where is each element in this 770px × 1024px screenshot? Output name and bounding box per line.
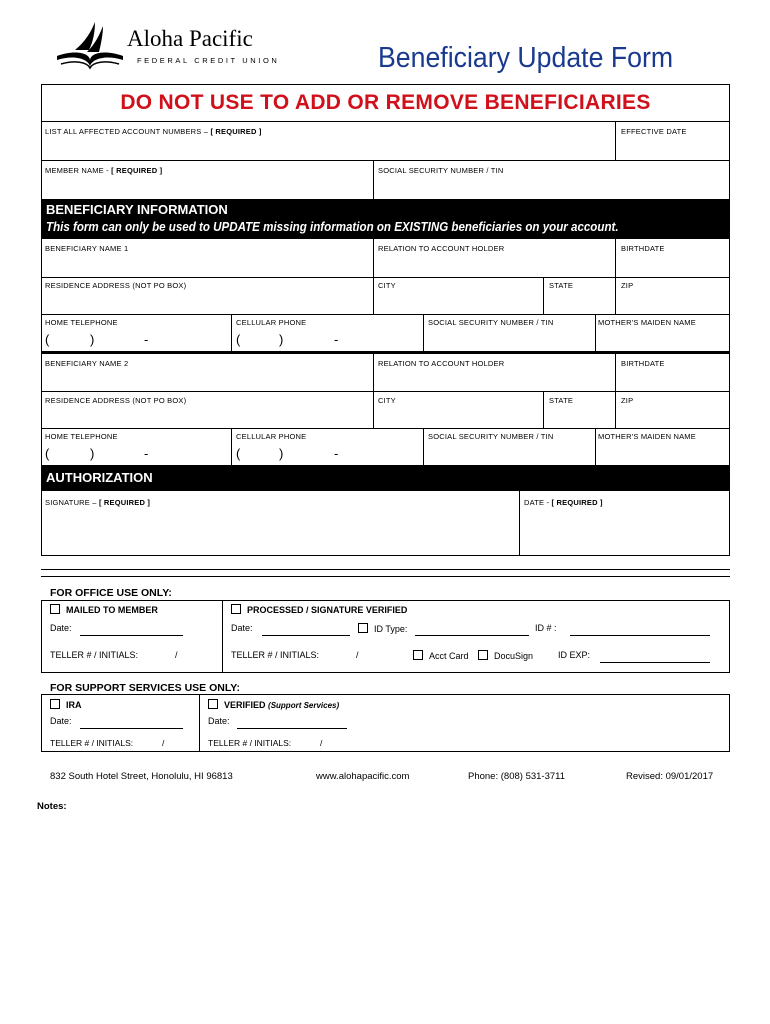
phone-open-paren: ( [236, 332, 241, 347]
home-telephone-field[interactable] [42, 429, 231, 464]
logo-tagline: FEDERAL CREDIT UNION [137, 56, 280, 65]
footer-website[interactable]: www.alohapacific.com [316, 771, 410, 782]
relation-label: RELATION TO ACCOUNT HOLDER [378, 244, 505, 253]
phone-open-paren: ( [236, 446, 241, 461]
teller-initials-label: TELLER # / INITIALS: [50, 738, 134, 748]
beneficiary-name-1-label: BENEFICIARY NAME 1 [45, 244, 129, 253]
office-use-title: FOR OFFICE USE ONLY: [50, 587, 172, 599]
teller-initials-label: TELLER # / INITIALS: [50, 650, 139, 660]
phone-open-paren: ( [45, 332, 50, 347]
teller-slash: / [162, 738, 165, 748]
signature-field[interactable] [42, 492, 519, 555]
cellular-phone-field[interactable] [232, 315, 423, 351]
logo-name: Aloha Pacific [127, 26, 253, 51]
phone-close-paren: ) [90, 446, 95, 461]
checkbox-icon [50, 604, 60, 614]
address-field[interactable] [42, 392, 373, 428]
state-label: STATE [549, 396, 574, 405]
signature-label: SIGNATURE – [ REQUIRED ] [45, 498, 151, 507]
id-number-label: ID # : [535, 623, 557, 633]
beneficiary-name-2-label: BENEFICIARY NAME 2 [45, 359, 129, 368]
ssn-field[interactable] [424, 429, 595, 464]
teller-slash: / [356, 650, 359, 660]
divider [41, 569, 730, 570]
beneficiary-section-title: BENEFICIARY INFORMATION [46, 202, 228, 217]
state-label: STATE [549, 281, 574, 290]
divider [222, 600, 223, 673]
authorization-title: AUTHORIZATION [46, 470, 153, 485]
phone-dash: - [144, 332, 149, 347]
zip-label: ZIP [621, 281, 634, 290]
phone-dash: - [144, 446, 149, 461]
ira-checkbox[interactable]: IRA [50, 699, 82, 710]
support-use-title: FOR SUPPORT SERVICES USE ONLY: [50, 682, 241, 694]
zip-field[interactable] [616, 278, 729, 314]
rising-bird-over-book-logo-icon [55, 20, 125, 72]
relation-field[interactable] [374, 240, 615, 277]
footer-phone: Phone: (808) 531-3711 [468, 771, 566, 782]
phone-dash: - [334, 446, 339, 461]
mailed-date-label: Date: [50, 623, 72, 633]
member-name-label: MEMBER NAME - [ REQUIRED ] [45, 166, 163, 175]
support-use-box [41, 694, 730, 752]
teller-slash: / [320, 738, 323, 748]
teller-initials-label: TELLER # / INITIALS: [231, 650, 320, 660]
address-label: RESIDENCE ADDRESS (NOT PO BOX) [45, 396, 187, 405]
footer-address: 832 South Hotel Street, Honolulu, HI 96813 [50, 771, 233, 782]
ira-date-line[interactable] [80, 728, 183, 729]
docusign-checkbox[interactable]: DocuSign [478, 650, 533, 661]
maiden-name-label: MOTHER'S MAIDEN NAME [598, 432, 696, 441]
teller-slash: / [175, 650, 178, 660]
beneficiary-name-2-field[interactable] [42, 355, 373, 391]
state-field[interactable] [544, 278, 615, 314]
city-field[interactable] [374, 392, 543, 428]
form-title: Beneficiary Update Form [378, 42, 674, 74]
divider [199, 694, 200, 752]
phone-close-paren: ) [90, 332, 95, 347]
id-exp-label: ID EXP: [558, 650, 591, 660]
beneficiary-separator [41, 351, 730, 354]
notes-field[interactable] [37, 815, 730, 1005]
city-field[interactable] [374, 278, 543, 314]
ssn-label: SOCIAL SECURITY NUMBER / TIN [378, 166, 504, 175]
birthdate-label: BIRTHDATE [621, 359, 665, 368]
footer-revised: Revised: 09/01/2017 [626, 771, 714, 782]
birthdate-label: BIRTHDATE [621, 244, 665, 253]
birthdate-field[interactable] [616, 240, 729, 277]
cellular-phone-field[interactable] [232, 429, 423, 464]
address-label: RESIDENCE ADDRESS (NOT PO BOX) [45, 281, 187, 290]
teller-initials-label: TELLER # / INITIALS: [208, 738, 292, 748]
effective-date-label: EFFECTIVE DATE [621, 127, 687, 136]
ssn-label: SOCIAL SECURITY NUMBER / TIN [428, 432, 554, 441]
authorization-date-field[interactable] [520, 492, 729, 555]
id-exp-line[interactable] [600, 662, 710, 663]
zip-label: ZIP [621, 396, 634, 405]
zip-field[interactable] [616, 392, 729, 428]
verified-date-label: Date: [208, 716, 230, 726]
warning-banner: DO NOT USE TO ADD OR REMOVE BENEFICIARIES [120, 91, 651, 114]
mailed-date-line[interactable] [80, 635, 183, 636]
beneficiary-section-subtitle: This form can only be used to UPDATE missing information on EXISTING beneficiaries on your account. [46, 219, 619, 234]
verified-date-line[interactable] [237, 728, 347, 729]
processed-checkbox[interactable]: PROCESSED / SIGNATURE VERIFIED [231, 604, 407, 615]
checkbox-icon [358, 623, 368, 633]
cellular-phone-label: CELLULAR PHONE [236, 432, 307, 441]
account-numbers-label: LIST ALL AFFECTED ACCOUNT NUMBERS – [ REQUIRED ] [45, 127, 262, 136]
home-telephone-field[interactable] [42, 315, 231, 351]
state-field[interactable] [544, 392, 615, 428]
checkbox-icon [208, 699, 218, 709]
maiden-name-field[interactable] [596, 315, 729, 351]
city-label: CITY [378, 281, 396, 290]
beneficiary-name-1-field[interactable] [42, 240, 373, 277]
cellular-phone-label: CELLULAR PHONE [236, 318, 307, 327]
authorization-date-label: DATE - [ REQUIRED ] [524, 498, 603, 507]
logo [55, 20, 280, 72]
checkbox-icon [50, 699, 60, 709]
mailed-to-member-checkbox[interactable]: MAILED TO MEMBER [50, 604, 158, 615]
processed-date-label: Date: [231, 623, 253, 633]
city-label: CITY [378, 396, 396, 405]
phone-close-paren: ) [279, 332, 284, 347]
ssn-field[interactable] [424, 315, 595, 351]
maiden-name-label: MOTHER'S MAIDEN NAME [598, 318, 696, 327]
birthdate-field[interactable] [616, 355, 729, 391]
checkbox-icon [478, 650, 488, 660]
processed-date-line[interactable] [262, 635, 350, 636]
id-type-line[interactable] [415, 635, 529, 636]
relation-label: RELATION TO ACCOUNT HOLDER [378, 359, 505, 368]
divider [41, 576, 730, 577]
relation-field[interactable] [374, 355, 615, 391]
ira-date-label: Date: [50, 716, 72, 726]
phone-open-paren: ( [45, 446, 50, 461]
home-telephone-label: HOME TELEPHONE [45, 318, 118, 327]
acct-card-checkbox[interactable]: Acct Card [413, 650, 469, 661]
address-field[interactable] [42, 278, 373, 314]
home-telephone-label: HOME TELEPHONE [45, 432, 118, 441]
maiden-name-field[interactable] [596, 429, 729, 464]
notes-label: Notes: [37, 801, 67, 812]
checkbox-icon [413, 650, 423, 660]
id-number-line[interactable] [570, 635, 710, 636]
id-type-checkbox[interactable]: ID Type: [358, 623, 407, 634]
ssn-label: SOCIAL SECURITY NUMBER / TIN [428, 318, 554, 327]
checkbox-icon [231, 604, 241, 614]
verified-checkbox[interactable]: VERIFIED (Support Services) [208, 699, 339, 710]
phone-close-paren: ) [279, 446, 284, 461]
phone-dash: - [334, 332, 339, 347]
